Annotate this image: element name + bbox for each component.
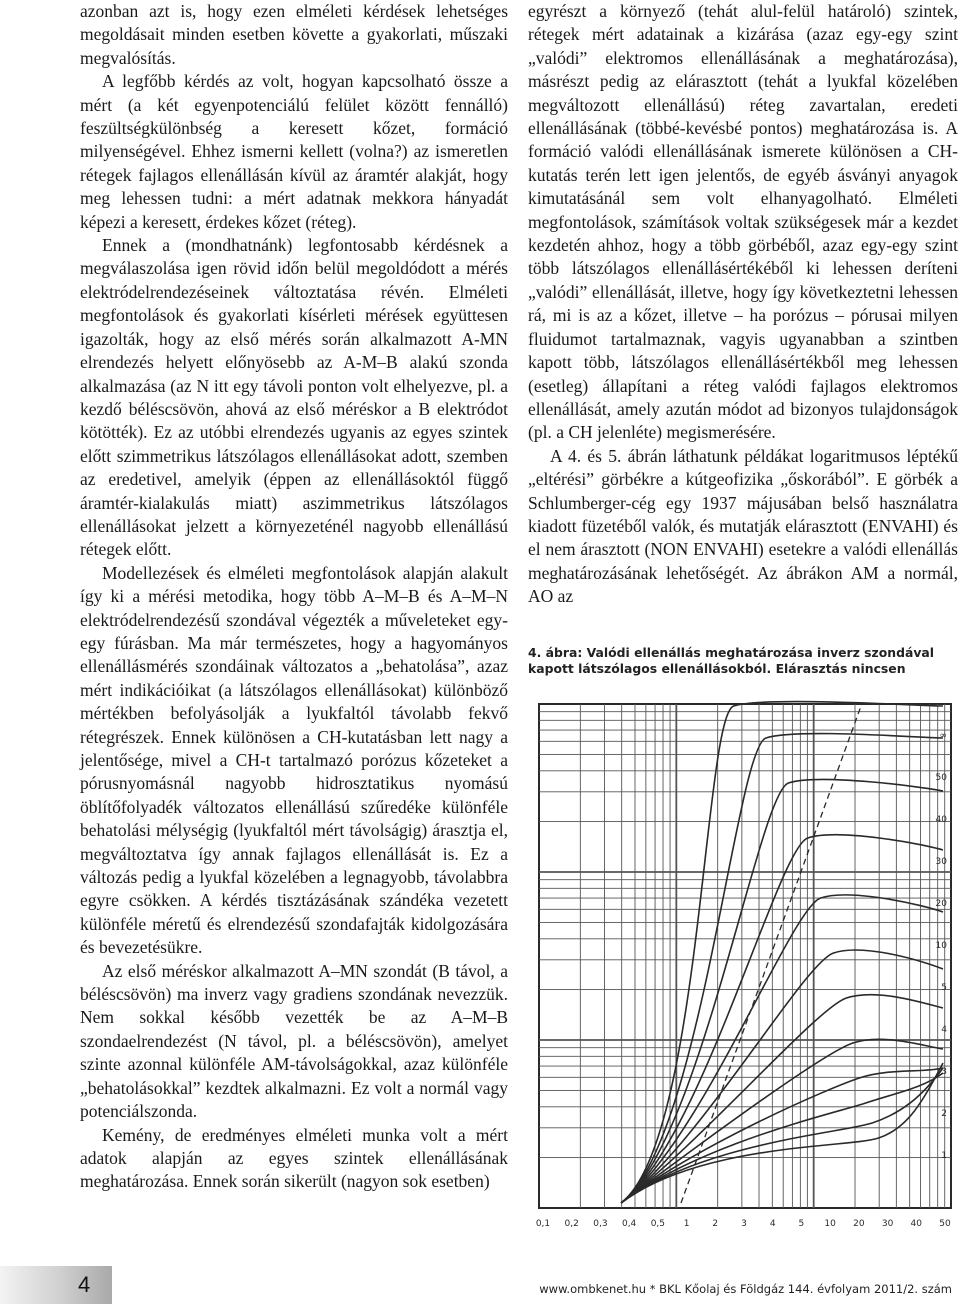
paragraph: A 4. és 5. ábrán láthatunk példákat logaritmusos léptékű „eltérési” görbékre a kútgeofizika „őskorából”. E görbék a Schlumberger-cég egy 1937 májusában belső használatra kiadott füzetéből valók, és mutatják elárasztott (ENVAHI) és el nem árasztott (NON ENVAHI) esetekre a valódi ellenállás meghatározásának lehetőségét. Az ábrákon AM a normál, AO az	[528, 445, 958, 607]
x-tick-label: 30	[881, 1219, 894, 1229]
x-tick-label: 0,3	[593, 1219, 608, 1229]
right-text-column	[528, 0, 958, 609]
page-number: 4	[78, 1272, 91, 1297]
figure-4-chart	[531, 698, 959, 1238]
departure-curve	[621, 1063, 943, 1203]
departure-curve	[621, 1068, 943, 1203]
curve-label: 5	[941, 983, 947, 993]
departure-curve	[621, 1073, 943, 1203]
departure-curve	[621, 779, 943, 1203]
paragraph: Kemény, de eredményes elméleti munka volt a mért adatok alapján az egyes szintek ellenállásának meghatározása. Ennek során sikerült (nagyon sok esetben)	[80, 1124, 508, 1192]
x-tick-label: 0,4	[621, 1219, 637, 1229]
page-number-tab	[0, 1266, 112, 1304]
paragraph: A legfőbb kérdés az volt, hogyan kapcsolható össze a mért (a két egyenpotenciálú felület között fennálló) feszültségkülönbség a keresett kőzet, formáció milyenségével. Ehhez ismerni kellett (volna?) az ismeretlen rétegek fajlagos ellenállásán kívül az áramtér alakját, hogy meg lehessen tudni: a mért adatnak mekkora hányadát képezi a keresett, érdekes kőzet (réteg).	[80, 71, 508, 232]
departure-curve	[621, 835, 943, 1203]
curve-label: 40	[935, 815, 947, 825]
x-tick-label: 4	[769, 1219, 776, 1229]
paragraph: Ennek a (mondhatnánk) legfontosabb kérdésnek a megválaszolása igen rövid időn belül megoldódott a mérés elektródelrendezéseinek változtatása révén. Elméleti megfontolások és gyakorlati kísérleti mérések együttesen igazolták, hogy az első mérés során alkalmazott A-MN elrendezés helyett előnyösebb az A-M–B alakú szonda alkalmazása (az N itt egy távoli ponton volt elhelyezve, pl. a kezdő béléscsövön, ahová az első méréskor a B elektródot kötötték). Ez az utóbbi elrendezés ugyanis az egyes szintek előtt szimmetrikus látszólagos ellenállásokat adott, szemben az eredetivel, amelyik (éppen az ellenállásoktól függő áramtér-kialakulás miatt) aszimmetrikus látszólagos ellenállásokat jelzett a környezeténél nagyobb ellenállású rétegek előtt.	[80, 235, 508, 560]
left-text-column	[80, 0, 508, 1194]
figure-caption: 4. ábra: Valódi ellenállás meghatározása inverz szondával kapott látszólagos ellenállásokból. Elárasztás nincsen	[528, 645, 935, 676]
x-tick-label: 3	[741, 1219, 747, 1229]
x-tick-label: 40	[910, 1219, 923, 1229]
paragraph: Az első méréskor alkalmazott A–MN szondát (B távol, a béléscsövön) ma inverz vagy gradiens szondának nevezzük. Nem sokkal később vezették be az A–M–B szondaelrendezést (N távol, pl. a béléscsövön), amelyet szinte azonnal különféle AM-távolságokkal, azaz különféle „behatolásokkal” kezdtek alkalmazni. Ez volt a normál vagy potenciálszonda.	[80, 960, 508, 1122]
x-tick-label: 50	[939, 1219, 951, 1229]
curve-label: 20	[935, 899, 947, 909]
departure-curve	[621, 950, 943, 1203]
departure-curve	[621, 734, 943, 1203]
curve-label: 3	[941, 1067, 947, 1077]
curve-label: 2	[941, 1109, 947, 1119]
curve-label: 30	[935, 857, 947, 867]
paragraph: Modellezések és elméleti megfontolások alapján alakult így ki a mérési metodika, hogy több A–M–B és A–M–N elektródelrendezésű szondával végezték a műveleteket egy-egy fúrásban. Ma már természetes, hogy a hagyományos ellenállásmérés szondáinak változatos a „behatolása”, azaz mért indikációikat (a látszólagos ellenállásokat) különböző mértékben befolyásolják a lyukfaltól távolabb fekvő rétegrészek. Ennek különösen a CH-kutatásban lett nagy a jelentősége, mivel a CH-t tartalmazó porózus kőzeteket a pórusnyomásnál nagyobb hidrosztatikus nyomású öblítőfolyadék változatos ellenállású szűredéke különféle behatolási mélységig (lyukfaltól mért távolságig) árasztja el, megváltoztatva így annak fajlagos ellenállását is. Ez a változás pedig a lyukfal közelében a legnagyobb, távolabbra egyre csökken. A kérdés tisztázásának szándéka vezetett különféle méretű és elrendezésű szondafajták kidolgozására és bevezetésükre.	[80, 562, 508, 958]
curve-label: 4	[941, 1025, 947, 1035]
plot-frame	[539, 704, 951, 1208]
x-tick-label: 0,5	[650, 1219, 666, 1229]
x-tick-label: 2	[712, 1219, 719, 1229]
curve-label: ∞	[939, 731, 947, 741]
curve-label: 50	[935, 773, 947, 783]
journal-footer: www.ombkenet.hu * BKL Kőolaj és Földgáz 144. évfolyam 2011/2. szám	[539, 1282, 952, 1296]
paragraph: azonban azt is, hogy ezen elméleti kérdések lehetséges megoldásait minden esetben követte a gyakorlati, műszaki megvalósítás.	[80, 1, 508, 68]
x-tick-label: 20	[853, 1219, 865, 1229]
paragraph: egyrészt a környező (tehát alul-felül határoló) szintek, rétegek mért adatainak a kizárása (azaz egy-egy szint „valódi” elektromos ellenállásának a meghatározása), másrészt pedig az elárasztott (tehát a lyukfal közelében megváltozott ellenállású) réteg zavartalan, eredeti ellenállásának (többé-kevésbé pontos) meghatározása is. A formáció valódi ellenállásának ismerete különösen a CH-kutatás terén lett igen jelentős, de egyéb ásványi anyagok kimutatásánál sem volt elhanyagolható. Elméleti megfontolások, számítások voltak szükségesek már a kezdet kezdetén ahhoz, hogy a több görbéből, azaz egy-egy szint több látszólagos ellenállásértékéből ki lehessen deríteni „valódi” ellenállását, illetve, hogy így következtetni lehessen rá, mi is az a kőzet, illetve – ha porózus – pórusai milyen fluidumot tartalmaznak, vagyis ugyanabban a szintben kapott több, látszólagos ellenállásértékből meg lehessen (esetleg) állapítani a réteg valódi fajlagos elektromos ellenállását, amely azután módot ad bizonyos tulajdonságok (pl. a CH jelenléte) megismerésére.	[528, 1, 958, 443]
x-tick-label: 0,2	[564, 1219, 579, 1229]
x-tick-label: 1	[683, 1219, 690, 1229]
x-tick-label: 5	[798, 1219, 805, 1229]
departure-curve	[621, 1039, 943, 1203]
reference-line	[681, 706, 861, 1203]
log-log-diagram	[531, 698, 959, 1238]
x-tick-label: 10	[824, 1219, 836, 1229]
x-tick-label: 0,1	[535, 1219, 551, 1229]
curve-label: 1	[941, 1151, 947, 1161]
curve-label: 10	[935, 941, 947, 951]
departure-curve	[621, 1068, 943, 1203]
